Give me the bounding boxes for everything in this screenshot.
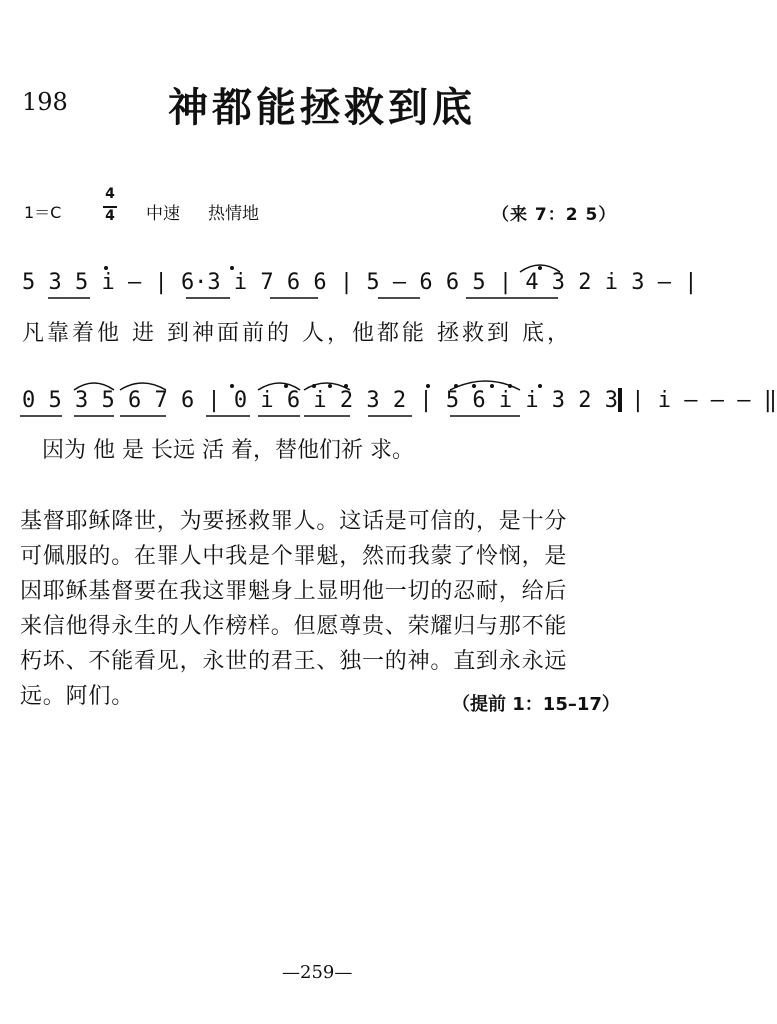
mood-marking: 热情地: [208, 204, 259, 224]
score-line-2-notes: 0 5 3 5 6 7 6 | 0 i 6 i 2 3 2 | 5 6 i i 3 2 3 | i – – – ‖: [22, 388, 777, 413]
time-signature-bottom: 4: [105, 208, 115, 224]
score-line-2-lyrics: 因为 他 是 长远 活 着，替他们祈 求。: [42, 438, 414, 463]
scripture-line-6: 远。阿们。: [20, 684, 135, 709]
hymn-number: 198: [22, 88, 68, 116]
time-signature-top: 4: [105, 186, 115, 202]
page-number: —259—: [282, 962, 353, 983]
score-line-1-lyrics: 凡靠着他 进 到神面前的 人，他都能 拯救到 底，: [22, 321, 572, 346]
score-line-1-notes: 5 3 5 i – | 6·3 i 7 6 6 | 5 – 6 6 5 | 4 3 2 i 3 – |: [22, 270, 698, 295]
scripture-line-1: 基督耶稣降世，为要拯救罪人。这话是可信的，是十分: [20, 509, 568, 534]
scripture-line-4: 来信他得永生的人作榜样。但愿尊贵、荣耀归与那不能: [20, 614, 568, 639]
scripture-reference: （提前 1：15–17）: [452, 694, 620, 715]
hymn-title: 神都能拯救到底: [168, 84, 476, 131]
scripture-line-5: 朽坏、不能看见，永世的君王、独一的神。直到永永远: [20, 649, 568, 674]
scripture-line-3: 因耶稣基督要在我这罪魁身上显明他一切的忍耐，给后: [20, 579, 568, 604]
scripture-line-2: 可佩服的。在罪人中我是个罪魁，然而我蒙了怜悯，是: [20, 544, 568, 569]
score-markings: [0, 0, 666, 480]
scripture-source: （来 7：2 5）: [492, 205, 617, 225]
key-signature: 1＝C: [24, 203, 62, 222]
tempo-marking: 中速: [146, 204, 180, 224]
